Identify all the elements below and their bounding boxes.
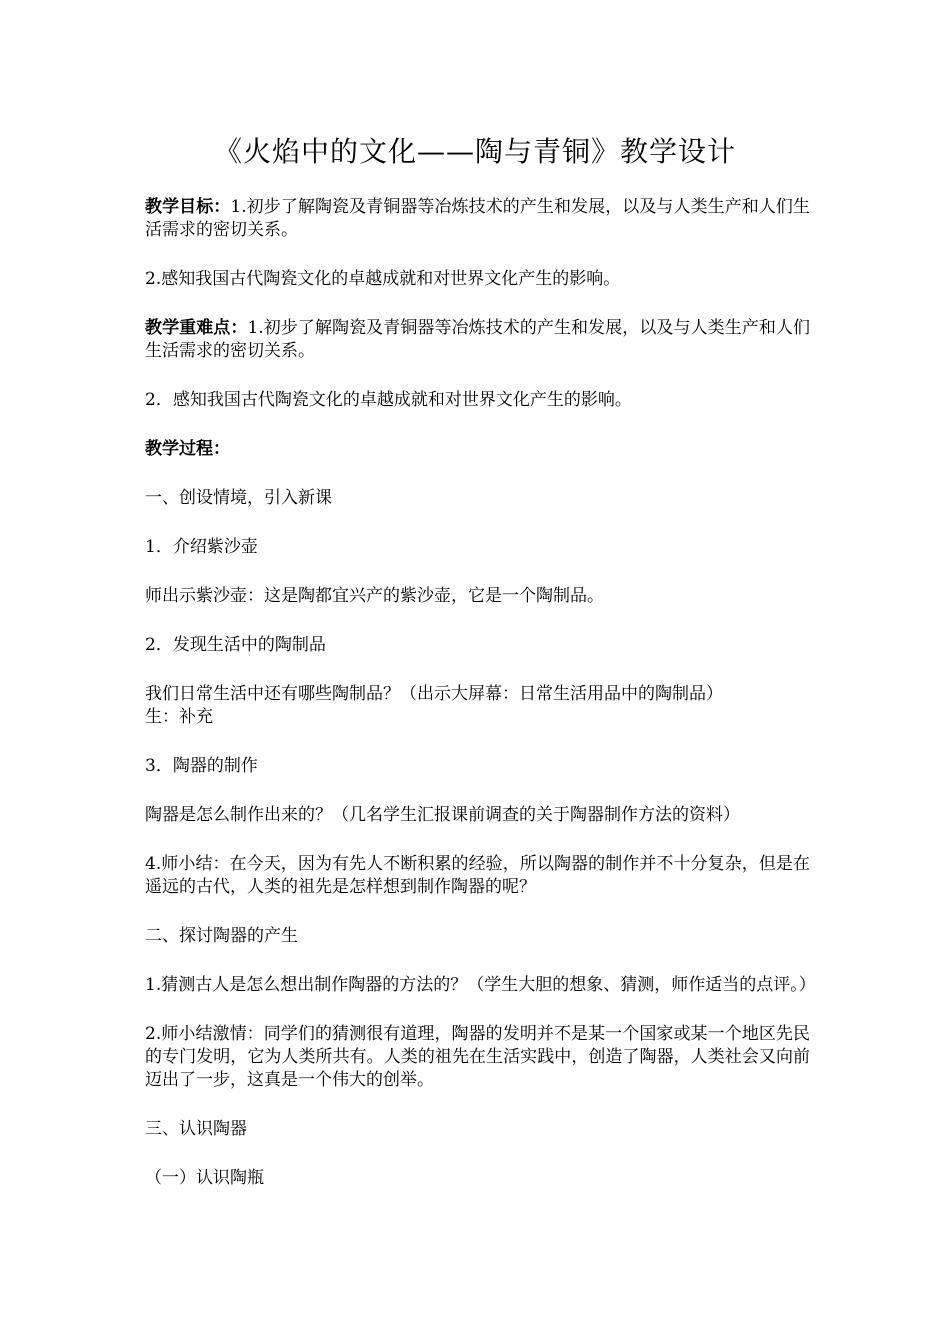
key-points-label: 教学重难点：	[145, 318, 248, 338]
section-2-item-2: 2.师小结激情：同学们的猜测很有道理，陶器的发明并不是某一个国家或某一个地区先民的专门发明，它为人类所共有。人类的祖先在生活实践中，创造了陶器，人类社会又向前迈出了一步，这真是一个伟大的创举。	[145, 1024, 810, 1090]
section-3-heading: 三、认识陶器	[145, 1119, 247, 1139]
section-1-item-1-text: 师出示紫沙壶：这是陶都宜兴产的紫沙壶，它是一个陶制品。	[145, 586, 604, 606]
section-1-item-3-text: 陶器是怎么制作出来的？（几名学生汇报课前调查的关于陶器制作方法的资料）	[145, 805, 740, 825]
section-1-item-2-question: 我们日常生活中还有哪些陶制品？（出示大屏幕：日常生活用品中的陶制品）	[145, 684, 723, 704]
process-heading: 教学过程：	[145, 439, 230, 459]
section-1-item-1: 1．介绍紫沙壶	[145, 537, 258, 557]
key-points-item-1: 1.初步了解陶瓷及青铜器等冶炼技术的产生和发展，以及与人类生产和人们生活需求的密切关系。	[145, 318, 811, 361]
section-2-heading: 二、探讨陶器的产生	[145, 926, 298, 946]
section-3-item-1: （一）认识陶瓶	[145, 1168, 264, 1188]
teaching-goal-label: 教学目标：	[145, 197, 231, 217]
document-title: 《火焰中的文化——陶与青铜》教学设计	[213, 135, 736, 168]
teaching-goal-paragraph	[145, 196, 810, 242]
key-points-paragraph	[145, 317, 810, 363]
section-1-item-2: 2．发现生活中的陶制品	[145, 635, 326, 655]
teaching-goal-item-1: 1.初步了解陶瓷及青铜器等冶炼技术的产生和发展，以及与人类生产和人们生活需求的密切关系。	[145, 197, 811, 240]
teaching-goal-item-2: 2.感知我国古代陶瓷文化的卓越成就和对世界文化产生的影响。	[145, 269, 621, 289]
section-1-item-3: 3．陶器的制作	[145, 756, 258, 776]
section-2-item-1: 1.猜测古人是怎么想出制作陶器的方法的？（学生大胆的想象、猜测，师作适当的点评。）	[145, 975, 816, 995]
section-1-item-2-answer: 生：补充	[145, 707, 213, 727]
section-1-item-4: 4.师小结：在今天，因为有先人不断积累的经验，所以陶器的制作并不十分复杂，但是在遥远的古代，人类的祖先是怎样想到制作陶器的呢？	[145, 854, 810, 897]
section-1-item-2-text	[145, 683, 810, 729]
document-body	[145, 196, 816, 1216]
section-1-heading: 一、创设情境，引入新课	[145, 488, 332, 508]
key-points-item-2: 2．感知我国古代陶瓷文化的卓越成就和对世界文化产生的影响。	[145, 390, 632, 410]
